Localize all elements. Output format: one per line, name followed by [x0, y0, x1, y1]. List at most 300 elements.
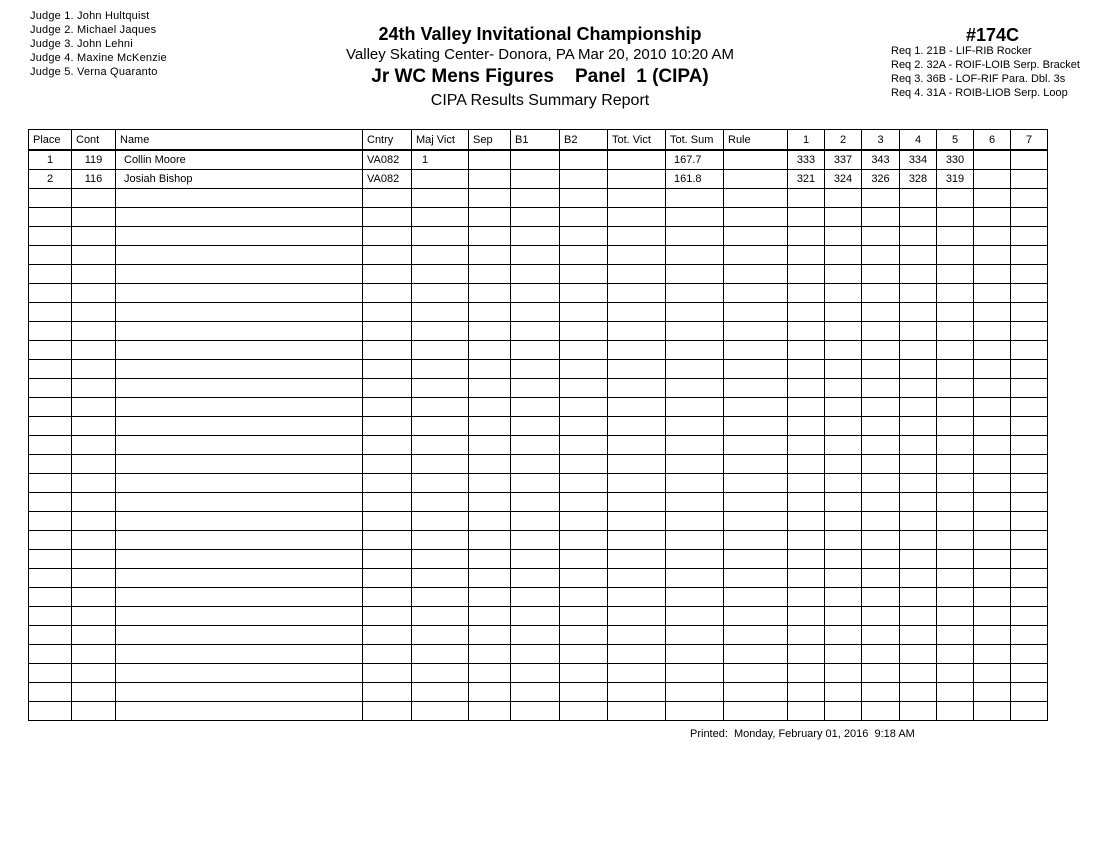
empty-cell	[788, 550, 825, 569]
empty-cell	[788, 626, 825, 645]
empty-cell	[825, 246, 862, 265]
empty-cell	[974, 493, 1011, 512]
cell-judge-4: 328	[900, 170, 937, 189]
results-body	[29, 150, 1048, 721]
empty-cell	[900, 626, 937, 645]
empty-cell	[825, 569, 862, 588]
venue-date: Valley Skating Center- Donora, PA Mar 20, 2010 10:20 AM	[346, 46, 734, 63]
empty-cell	[825, 227, 862, 246]
empty-cell	[862, 208, 900, 227]
empty-cell	[724, 322, 788, 341]
empty-cell	[825, 303, 862, 322]
cell-judge-7	[1011, 170, 1048, 189]
empty-cell	[29, 379, 72, 398]
empty-cell	[1011, 322, 1048, 341]
empty-cell	[937, 645, 974, 664]
empty-cell	[1011, 626, 1048, 645]
empty-cell	[560, 227, 608, 246]
empty-cell	[825, 588, 862, 607]
empty-cell	[1011, 436, 1048, 455]
table-row	[29, 170, 1048, 189]
empty-cell	[412, 341, 469, 360]
empty-cell	[724, 360, 788, 379]
empty-cell	[900, 189, 937, 208]
empty-cell	[116, 417, 363, 436]
empty-cell	[412, 379, 469, 398]
empty-cell	[511, 284, 560, 303]
empty-cell	[788, 455, 825, 474]
empty-cell	[363, 284, 412, 303]
empty-cell	[608, 398, 666, 417]
empty-cell	[511, 531, 560, 550]
empty-cell	[29, 341, 72, 360]
empty-cell	[412, 569, 469, 588]
col-header-judge-7: 7	[1011, 130, 1048, 151]
cell-judge-7	[1011, 150, 1048, 170]
empty-cell	[1011, 531, 1048, 550]
cell-place: 2	[29, 170, 72, 189]
empty-cell	[608, 607, 666, 626]
empty-cell	[116, 284, 363, 303]
empty-cell	[1011, 607, 1048, 626]
empty-table-row	[29, 379, 1048, 398]
empty-cell	[116, 569, 363, 588]
empty-cell	[788, 436, 825, 455]
empty-cell	[666, 588, 724, 607]
empty-cell	[560, 284, 608, 303]
empty-cell	[72, 645, 116, 664]
empty-cell	[666, 645, 724, 664]
empty-cell	[825, 360, 862, 379]
empty-cell	[862, 246, 900, 265]
empty-cell	[511, 569, 560, 588]
requirement-3: Req 3. 36B - LOF-RIF Para. Dbl. 3s	[891, 73, 1066, 85]
empty-cell	[900, 493, 937, 512]
empty-cell	[72, 664, 116, 683]
empty-cell	[666, 246, 724, 265]
empty-cell	[608, 417, 666, 436]
empty-cell	[788, 664, 825, 683]
col-header-cont: Cont	[72, 130, 116, 151]
empty-cell	[363, 664, 412, 683]
cell-judge-6	[974, 170, 1011, 189]
empty-cell	[1011, 360, 1048, 379]
empty-cell	[560, 455, 608, 474]
empty-cell	[29, 588, 72, 607]
empty-cell	[825, 550, 862, 569]
empty-cell	[900, 436, 937, 455]
empty-cell	[666, 303, 724, 322]
empty-cell	[560, 645, 608, 664]
col-header-judge-6: 6	[974, 130, 1011, 151]
cell-judge-2: 337	[825, 150, 862, 170]
empty-cell	[72, 531, 116, 550]
empty-cell	[560, 322, 608, 341]
empty-cell	[666, 569, 724, 588]
empty-cell	[72, 702, 116, 721]
empty-cell	[560, 246, 608, 265]
empty-cell	[412, 322, 469, 341]
empty-cell	[900, 208, 937, 227]
empty-table-row	[29, 265, 1048, 284]
empty-cell	[469, 303, 511, 322]
empty-cell	[974, 455, 1011, 474]
judge-2: Judge 2. Michael Jaques	[30, 24, 157, 36]
empty-cell	[937, 474, 974, 493]
empty-cell	[862, 569, 900, 588]
empty-cell	[974, 607, 1011, 626]
empty-cell	[29, 322, 72, 341]
empty-cell	[724, 626, 788, 645]
cell-tot-vict	[608, 170, 666, 189]
empty-cell	[469, 664, 511, 683]
empty-cell	[937, 189, 974, 208]
cell-judge-1: 321	[788, 170, 825, 189]
empty-cell	[116, 664, 363, 683]
cell-sep	[469, 170, 511, 189]
empty-cell	[29, 265, 72, 284]
empty-cell	[862, 588, 900, 607]
empty-cell	[29, 455, 72, 474]
empty-cell	[862, 322, 900, 341]
empty-cell	[666, 702, 724, 721]
empty-cell	[724, 474, 788, 493]
empty-cell	[974, 626, 1011, 645]
empty-cell	[29, 702, 72, 721]
empty-cell	[72, 607, 116, 626]
empty-cell	[825, 398, 862, 417]
empty-cell	[608, 664, 666, 683]
cell-judge-5: 330	[937, 150, 974, 170]
empty-cell	[116, 645, 363, 664]
empty-cell	[608, 683, 666, 702]
empty-cell	[116, 398, 363, 417]
empty-cell	[666, 455, 724, 474]
empty-cell	[724, 379, 788, 398]
empty-cell	[724, 341, 788, 360]
empty-cell	[937, 227, 974, 246]
empty-cell	[72, 455, 116, 474]
empty-cell	[666, 664, 724, 683]
empty-cell	[862, 284, 900, 303]
empty-cell	[900, 512, 937, 531]
empty-cell	[666, 227, 724, 246]
empty-cell	[116, 550, 363, 569]
empty-table-row	[29, 189, 1048, 208]
empty-cell	[974, 702, 1011, 721]
empty-cell	[724, 607, 788, 626]
empty-cell	[72, 550, 116, 569]
empty-cell	[666, 265, 724, 284]
empty-cell	[1011, 227, 1048, 246]
empty-cell	[974, 322, 1011, 341]
empty-cell	[72, 588, 116, 607]
empty-cell	[116, 265, 363, 284]
empty-cell	[788, 588, 825, 607]
empty-cell	[116, 702, 363, 721]
empty-cell	[666, 493, 724, 512]
empty-cell	[862, 417, 900, 436]
cell-tot-sum: 161.8	[666, 170, 724, 189]
empty-cell	[72, 303, 116, 322]
empty-cell	[666, 360, 724, 379]
empty-cell	[724, 417, 788, 436]
empty-cell	[608, 569, 666, 588]
judge-1: Judge 1. John Hultquist	[30, 10, 150, 22]
empty-cell	[862, 607, 900, 626]
col-header-b1: B1	[511, 130, 560, 151]
empty-cell	[900, 341, 937, 360]
empty-cell	[412, 360, 469, 379]
empty-cell	[363, 607, 412, 626]
empty-cell	[724, 664, 788, 683]
empty-cell	[825, 379, 862, 398]
empty-cell	[900, 569, 937, 588]
empty-cell	[666, 208, 724, 227]
cell-cont: 116	[72, 170, 116, 189]
judge-3: Judge 3. John Lehni	[30, 38, 133, 50]
empty-cell	[900, 360, 937, 379]
cell-name: Collin Moore	[116, 150, 363, 170]
empty-cell	[363, 417, 412, 436]
empty-cell	[937, 208, 974, 227]
empty-cell	[29, 360, 72, 379]
empty-cell	[788, 512, 825, 531]
empty-cell	[469, 683, 511, 702]
empty-cell	[1011, 550, 1048, 569]
empty-cell	[511, 474, 560, 493]
empty-cell	[412, 284, 469, 303]
empty-table-row	[29, 493, 1048, 512]
empty-cell	[825, 512, 862, 531]
empty-cell	[1011, 493, 1048, 512]
empty-cell	[862, 189, 900, 208]
cell-maj-vict	[412, 170, 469, 189]
empty-cell	[72, 189, 116, 208]
empty-table-row	[29, 398, 1048, 417]
empty-cell	[937, 379, 974, 398]
empty-table-row	[29, 569, 1048, 588]
empty-table-row	[29, 227, 1048, 246]
empty-cell	[724, 683, 788, 702]
empty-cell	[116, 208, 363, 227]
empty-cell	[974, 436, 1011, 455]
empty-cell	[666, 436, 724, 455]
empty-cell	[666, 550, 724, 569]
empty-cell	[363, 189, 412, 208]
empty-cell	[412, 550, 469, 569]
empty-table-row	[29, 455, 1048, 474]
empty-cell	[116, 474, 363, 493]
empty-cell	[469, 322, 511, 341]
empty-cell	[788, 645, 825, 664]
empty-cell	[937, 284, 974, 303]
empty-cell	[363, 322, 412, 341]
empty-cell	[666, 341, 724, 360]
empty-cell	[974, 303, 1011, 322]
empty-cell	[937, 626, 974, 645]
empty-cell	[29, 512, 72, 531]
empty-cell	[1011, 284, 1048, 303]
empty-cell	[608, 322, 666, 341]
empty-cell	[560, 265, 608, 284]
empty-cell	[608, 208, 666, 227]
empty-cell	[900, 683, 937, 702]
empty-cell	[116, 436, 363, 455]
empty-cell	[937, 436, 974, 455]
empty-cell	[560, 398, 608, 417]
empty-cell	[788, 360, 825, 379]
empty-cell	[412, 189, 469, 208]
empty-cell	[724, 265, 788, 284]
empty-cell	[900, 398, 937, 417]
col-header-name: Name	[116, 130, 363, 151]
empty-cell	[608, 189, 666, 208]
empty-cell	[560, 531, 608, 550]
report-header	[300, 22, 780, 112]
empty-cell	[560, 550, 608, 569]
empty-cell	[937, 398, 974, 417]
empty-cell	[511, 341, 560, 360]
empty-cell	[788, 379, 825, 398]
empty-cell	[788, 531, 825, 550]
empty-cell	[511, 683, 560, 702]
empty-cell	[412, 702, 469, 721]
cell-judge-2: 324	[825, 170, 862, 189]
empty-cell	[937, 246, 974, 265]
empty-cell	[788, 284, 825, 303]
empty-cell	[116, 683, 363, 702]
empty-cell	[469, 360, 511, 379]
empty-cell	[608, 512, 666, 531]
empty-cell	[788, 341, 825, 360]
empty-cell	[724, 303, 788, 322]
empty-cell	[29, 227, 72, 246]
empty-cell	[862, 398, 900, 417]
empty-cell	[72, 379, 116, 398]
empty-cell	[363, 531, 412, 550]
empty-cell	[974, 683, 1011, 702]
empty-cell	[862, 474, 900, 493]
empty-cell	[937, 607, 974, 626]
empty-cell	[974, 417, 1011, 436]
empty-cell	[72, 436, 116, 455]
empty-cell	[788, 398, 825, 417]
empty-cell	[29, 474, 72, 493]
empty-cell	[825, 702, 862, 721]
cell-judge-5: 319	[937, 170, 974, 189]
empty-cell	[937, 588, 974, 607]
col-header-judge-1: 1	[788, 130, 825, 151]
empty-cell	[608, 550, 666, 569]
empty-cell	[560, 189, 608, 208]
empty-cell	[469, 246, 511, 265]
empty-cell	[1011, 588, 1048, 607]
empty-cell	[788, 227, 825, 246]
empty-cell	[666, 322, 724, 341]
empty-cell	[666, 626, 724, 645]
col-header-b2: B2	[560, 130, 608, 151]
empty-cell	[900, 702, 937, 721]
empty-cell	[412, 227, 469, 246]
empty-cell	[862, 360, 900, 379]
empty-cell	[72, 626, 116, 645]
empty-cell	[862, 702, 900, 721]
empty-table-row	[29, 645, 1048, 664]
empty-cell	[862, 531, 900, 550]
empty-table-row	[29, 626, 1048, 645]
empty-cell	[608, 265, 666, 284]
empty-cell	[469, 227, 511, 246]
empty-cell	[788, 474, 825, 493]
empty-cell	[72, 284, 116, 303]
empty-cell	[363, 303, 412, 322]
empty-cell	[72, 417, 116, 436]
empty-cell	[72, 265, 116, 284]
empty-cell	[116, 531, 363, 550]
empty-cell	[116, 360, 363, 379]
empty-cell	[72, 398, 116, 417]
empty-cell	[116, 322, 363, 341]
empty-cell	[974, 531, 1011, 550]
empty-cell	[974, 569, 1011, 588]
empty-cell	[788, 303, 825, 322]
empty-cell	[469, 512, 511, 531]
empty-cell	[560, 303, 608, 322]
empty-cell	[724, 702, 788, 721]
empty-cell	[862, 512, 900, 531]
empty-cell	[116, 227, 363, 246]
empty-cell	[1011, 398, 1048, 417]
empty-cell	[900, 588, 937, 607]
empty-cell	[363, 436, 412, 455]
empty-cell	[469, 493, 511, 512]
empty-cell	[788, 246, 825, 265]
empty-cell	[900, 379, 937, 398]
empty-cell	[29, 208, 72, 227]
cell-b2	[560, 170, 608, 189]
cell-judge-1: 333	[788, 150, 825, 170]
empty-cell	[116, 189, 363, 208]
empty-cell	[900, 645, 937, 664]
empty-cell	[511, 227, 560, 246]
empty-cell	[412, 474, 469, 493]
empty-cell	[560, 417, 608, 436]
empty-cell	[29, 246, 72, 265]
empty-cell	[666, 683, 724, 702]
empty-cell	[724, 550, 788, 569]
cell-cont: 119	[72, 150, 116, 170]
col-header-sep: Sep	[469, 130, 511, 151]
empty-cell	[412, 208, 469, 227]
empty-cell	[363, 455, 412, 474]
cell-sep	[469, 150, 511, 170]
empty-cell	[116, 455, 363, 474]
empty-cell	[29, 645, 72, 664]
empty-cell	[862, 341, 900, 360]
empty-cell	[116, 626, 363, 645]
col-header-cntry: Cntry	[363, 130, 412, 151]
col-header-rule: Rule	[724, 130, 788, 151]
empty-cell	[511, 360, 560, 379]
cell-b2	[560, 150, 608, 170]
cell-judge-3: 343	[862, 150, 900, 170]
empty-cell	[72, 208, 116, 227]
empty-cell	[72, 569, 116, 588]
empty-cell	[974, 208, 1011, 227]
requirements-list	[891, 44, 1100, 100]
empty-cell	[937, 417, 974, 436]
